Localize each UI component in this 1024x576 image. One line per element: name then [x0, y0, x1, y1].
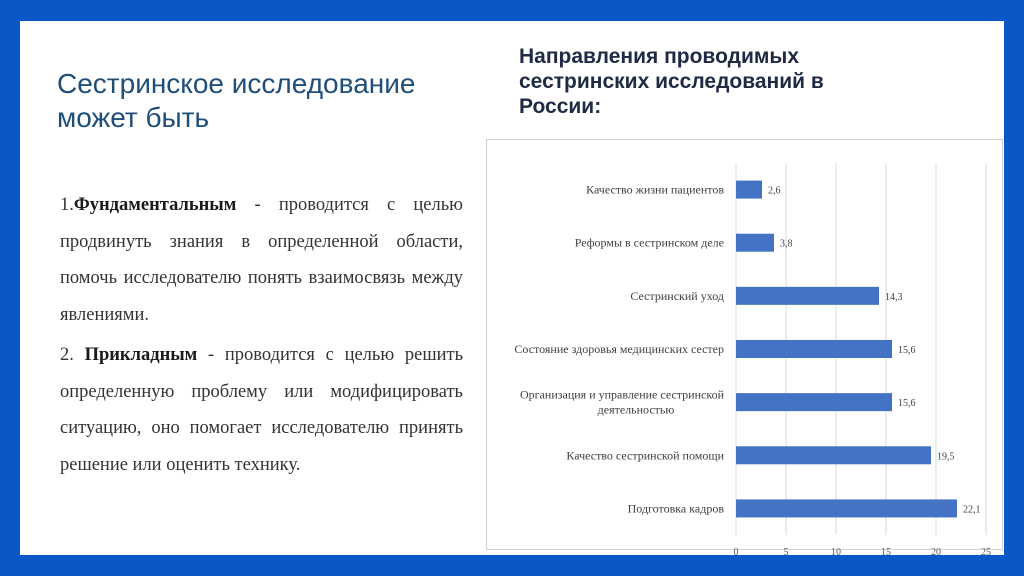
bar-value-label: 3,8	[780, 238, 793, 250]
paragraph-fundamental	[60, 187, 463, 333]
body-text	[60, 187, 463, 487]
chart-heading-line: России:	[519, 95, 602, 118]
bar-chart	[486, 139, 1004, 558]
left-heading-line: Сестринское исследование	[57, 68, 416, 99]
x-tick-label: 20	[931, 547, 941, 558]
bar	[736, 340, 892, 358]
category-label: Организация и управление сестринской	[520, 387, 724, 402]
chart-heading	[519, 44, 959, 119]
paragraph-term: Прикладным	[84, 345, 198, 365]
left-heading-line: может быть	[57, 102, 210, 133]
bar-value-label: 15,6	[898, 345, 916, 356]
bar	[736, 393, 892, 411]
bar	[736, 446, 931, 464]
chart-heading-line: сестринских исследований в	[519, 70, 824, 93]
category-label: деятельностью	[597, 402, 675, 417]
paragraph-number: 2.	[60, 345, 85, 365]
chart-heading-line: Направления проводимых	[519, 45, 800, 68]
category-label: Реформы в сестринском деле	[574, 235, 724, 250]
category-label: Подготовка кадров	[627, 501, 724, 516]
bar-value-label: 19,5	[937, 451, 955, 463]
slide	[20, 21, 1004, 558]
left-heading	[57, 67, 477, 135]
category-label: Качество сестринской помощи	[566, 448, 724, 463]
x-tick-label: 10	[831, 547, 841, 558]
paragraph-text: - проводится с целью решить определенную проблему или модифицировать ситуацию, оно помогает исследователю принять решение или оценить технику.	[60, 345, 464, 475]
bar	[736, 234, 774, 252]
paragraph-applied	[60, 337, 463, 483]
paragraph-number: 1.	[60, 195, 74, 215]
bar	[736, 499, 957, 517]
paragraph-term: Фундаментальным	[73, 195, 237, 215]
category-label: Состояние здоровья медицинских сестер	[514, 342, 724, 356]
paragraph-text: - проводится с целью продвинуть знания в определенной области, помочь исследователю понять взаимосвязь между явлениями.	[60, 195, 463, 325]
bar-value-label: 14,3	[885, 291, 903, 303]
bar-value-label: 15,6	[898, 398, 916, 410]
x-tick-label: 5	[783, 547, 789, 558]
bar	[736, 287, 879, 305]
bar	[736, 181, 762, 199]
x-tick-label: 25	[981, 547, 991, 558]
x-tick-label: 15	[881, 547, 891, 558]
bar-value-label: 22,1	[963, 504, 981, 516]
category-label: Сестринский уход	[630, 288, 724, 303]
category-label: Качество жизни пациентов	[586, 182, 724, 197]
bar-value-label: 2,6	[768, 185, 781, 197]
x-tick-label: 0	[733, 547, 739, 558]
